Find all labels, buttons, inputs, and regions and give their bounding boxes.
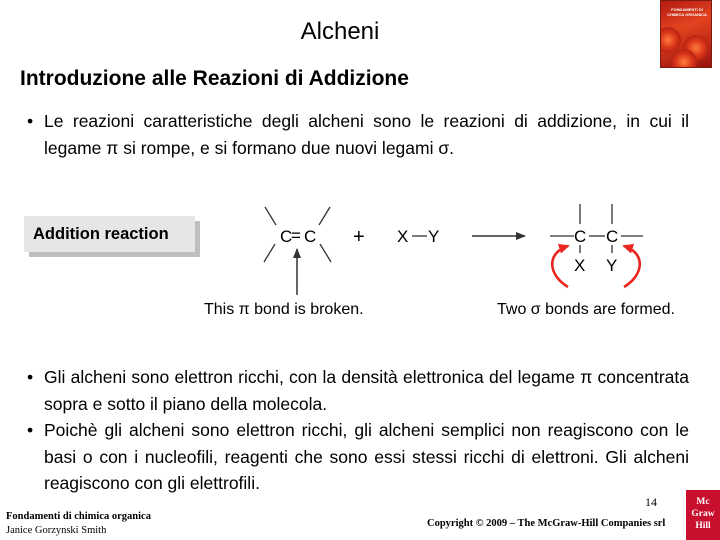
substituent-bond (265, 207, 276, 225)
bullet-marker: • (27, 420, 34, 440)
slide-title: Alcheni (300, 18, 380, 45)
caption-pi-bond-broken: This π bond is broken. (204, 301, 364, 318)
addition-reaction-tag: Addition reaction (24, 216, 195, 252)
product-carbon-1: C (574, 227, 587, 246)
book-cover-title: FONDAMENTI DI CHIMICA ORGANICA (667, 7, 707, 17)
bullet-text: Poichè gli alcheni sono elettron ricchi, gli alcheni semplici non reagiscono con le basi o con i nucleofili, reagenti che sono essi stessi ricchi di elettroni. Gli alcheni reagiscono con gli elettrofili. (44, 420, 689, 493)
footer-author: Janice Gorzynski Smith (6, 525, 107, 536)
bullet-paragraph (27, 108, 689, 161)
footer-book-info (6, 510, 151, 538)
bullet-paragraph (27, 417, 689, 497)
substituent-bond (320, 244, 331, 262)
product-atom-x: X (574, 256, 586, 275)
substituent-bond (264, 244, 275, 262)
copyright-notice: Copyright © 2009 – The McGraw-Hill Companies srl (427, 518, 666, 529)
bullet-paragraph (27, 364, 689, 417)
addition-reaction-diagram (200, 195, 710, 325)
section-title: Introduzione alle Reazioni di Addizione (20, 67, 409, 90)
carbon-atom-left: C (280, 227, 293, 246)
carbon-atom-right: C (304, 227, 317, 246)
page-number: 14 (645, 495, 657, 509)
bullet-text: Gli alcheni sono elettron ricchi, con la densità elettronica del legame π concentrata sopra e sotto il piano della molecola. (44, 367, 689, 414)
caption-sigma-bonds-formed: Two σ bonds are formed. (497, 301, 675, 318)
product-carbon-2: C (606, 227, 619, 246)
reagent-xy (397, 227, 439, 246)
sigma-bond-arrow-right (624, 246, 640, 287)
addition-product (550, 204, 643, 275)
bullet-text: Le reazioni caratteristiche degli alcheni sono le reazioni di addizione, in cui il legame π si rompe, e si formano due nuovi legami σ. (44, 111, 689, 158)
logo-line: Graw (691, 509, 715, 519)
bullet-marker: • (27, 111, 34, 131)
reagent-atom-y: Y (428, 227, 440, 246)
logo-line: Hill (695, 521, 711, 531)
substituent-bond (319, 207, 330, 225)
sigma-bond-arrow-left (552, 246, 568, 287)
product-atom-y: Y (606, 256, 618, 275)
double-bond: = (291, 226, 301, 245)
footer-book-title: Fondamenti di chimica organica (6, 511, 151, 522)
logo-line: Mc (696, 497, 710, 507)
alkene-reactant (264, 207, 331, 295)
bullet-marker: • (27, 367, 34, 387)
reagent-atom-x: X (397, 227, 409, 246)
mcgraw-hill-logo (686, 490, 720, 540)
plus-sign: + (353, 226, 365, 248)
book-cover-image (660, 0, 712, 68)
